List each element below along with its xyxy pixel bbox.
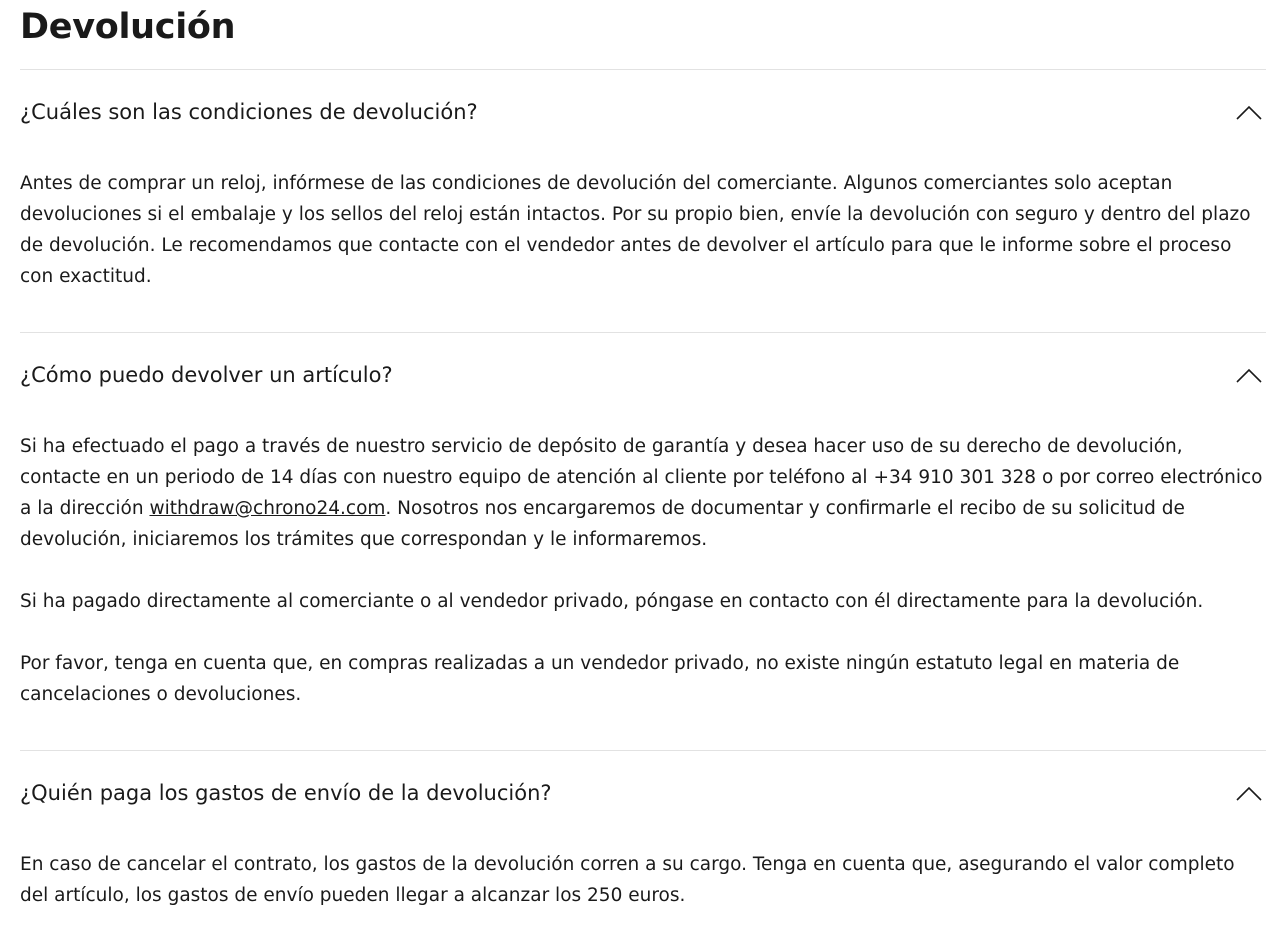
faq-item-return-shipping-costs [20,751,1266,951]
faq-item-return-conditions [20,70,1266,333]
faq-answer-paragraph: Si ha pagado directamente al comerciante o al vendedor privado, póngase en contacto con él directamente para la devolución. [20,591,1204,612]
chevron-up-icon[interactable] [1234,365,1264,385]
faq-item-how-to-return [20,333,1266,751]
faq-question-label: ¿Cuáles son las condiciones de devolución? [20,100,478,124]
faq-answer [20,835,1266,951]
faq-question-label: ¿Cómo puedo devolver un artículo? [20,363,393,387]
answer-text: . Nosotros nos encargaremos de documentar y confirmarle el recibo de su solicitud de devolución, iniciaremos los trámites que correspondan y le informaremos. [20,498,1185,550]
chevron-up-icon[interactable] [1234,102,1264,122]
faq-answer [20,417,1266,750]
faq-question-toggle[interactable] [20,70,1266,154]
answer-text: Si ha efectuado el pago a través de nuestro servicio de depósito de garantía y desea hacer uso de su derecho de devolución, contacte en un periodo de 14 días con nuestro equipo de atención al cliente por teléfono al +34 910 301 328 o por correo electrónico a la dirección [20,436,1263,519]
faq-answer-paragraph: Por favor, tenga en cuenta que, en compras realizadas a un vendedor privado, no existe ningún estatuto legal en materia de cancelaciones o devoluciones. [20,653,1180,705]
faq-question-label: ¿Quién paga los gastos de envío de la devolución? [20,781,552,805]
faq-answer-paragraph [20,431,1266,555]
withdraw-email-link[interactable]: withdraw@chrono24.com [149,498,386,519]
faq-question-toggle[interactable] [20,333,1266,417]
faq-accordion [20,70,1266,951]
chevron-up-icon[interactable] [1234,783,1264,803]
page-title: Devolución [20,0,1266,70]
faq-answer-paragraph: Antes de comprar un reloj, infórmese de las condiciones de devolución del comerciante. Algunos comerciantes solo aceptan devoluciones si el embalaje y los sellos del reloj están intactos. Por su propio bien, envíe la devolución con seguro y dentro del plazo de devolución. Le recomendamos que contacte con el vendedor antes de devolver el artículo para que le informe sobre el proceso con exactitud. [20,173,1251,287]
faq-question-toggle[interactable] [20,751,1266,835]
faq-answer [20,154,1266,332]
faq-answer-paragraph: En caso de cancelar el contrato, los gastos de la devolución corren a su cargo. Tenga en cuenta que, asegurando el valor completo del artículo, los gastos de envío pueden llegar a alcanzar los 250 euros. [20,854,1235,906]
